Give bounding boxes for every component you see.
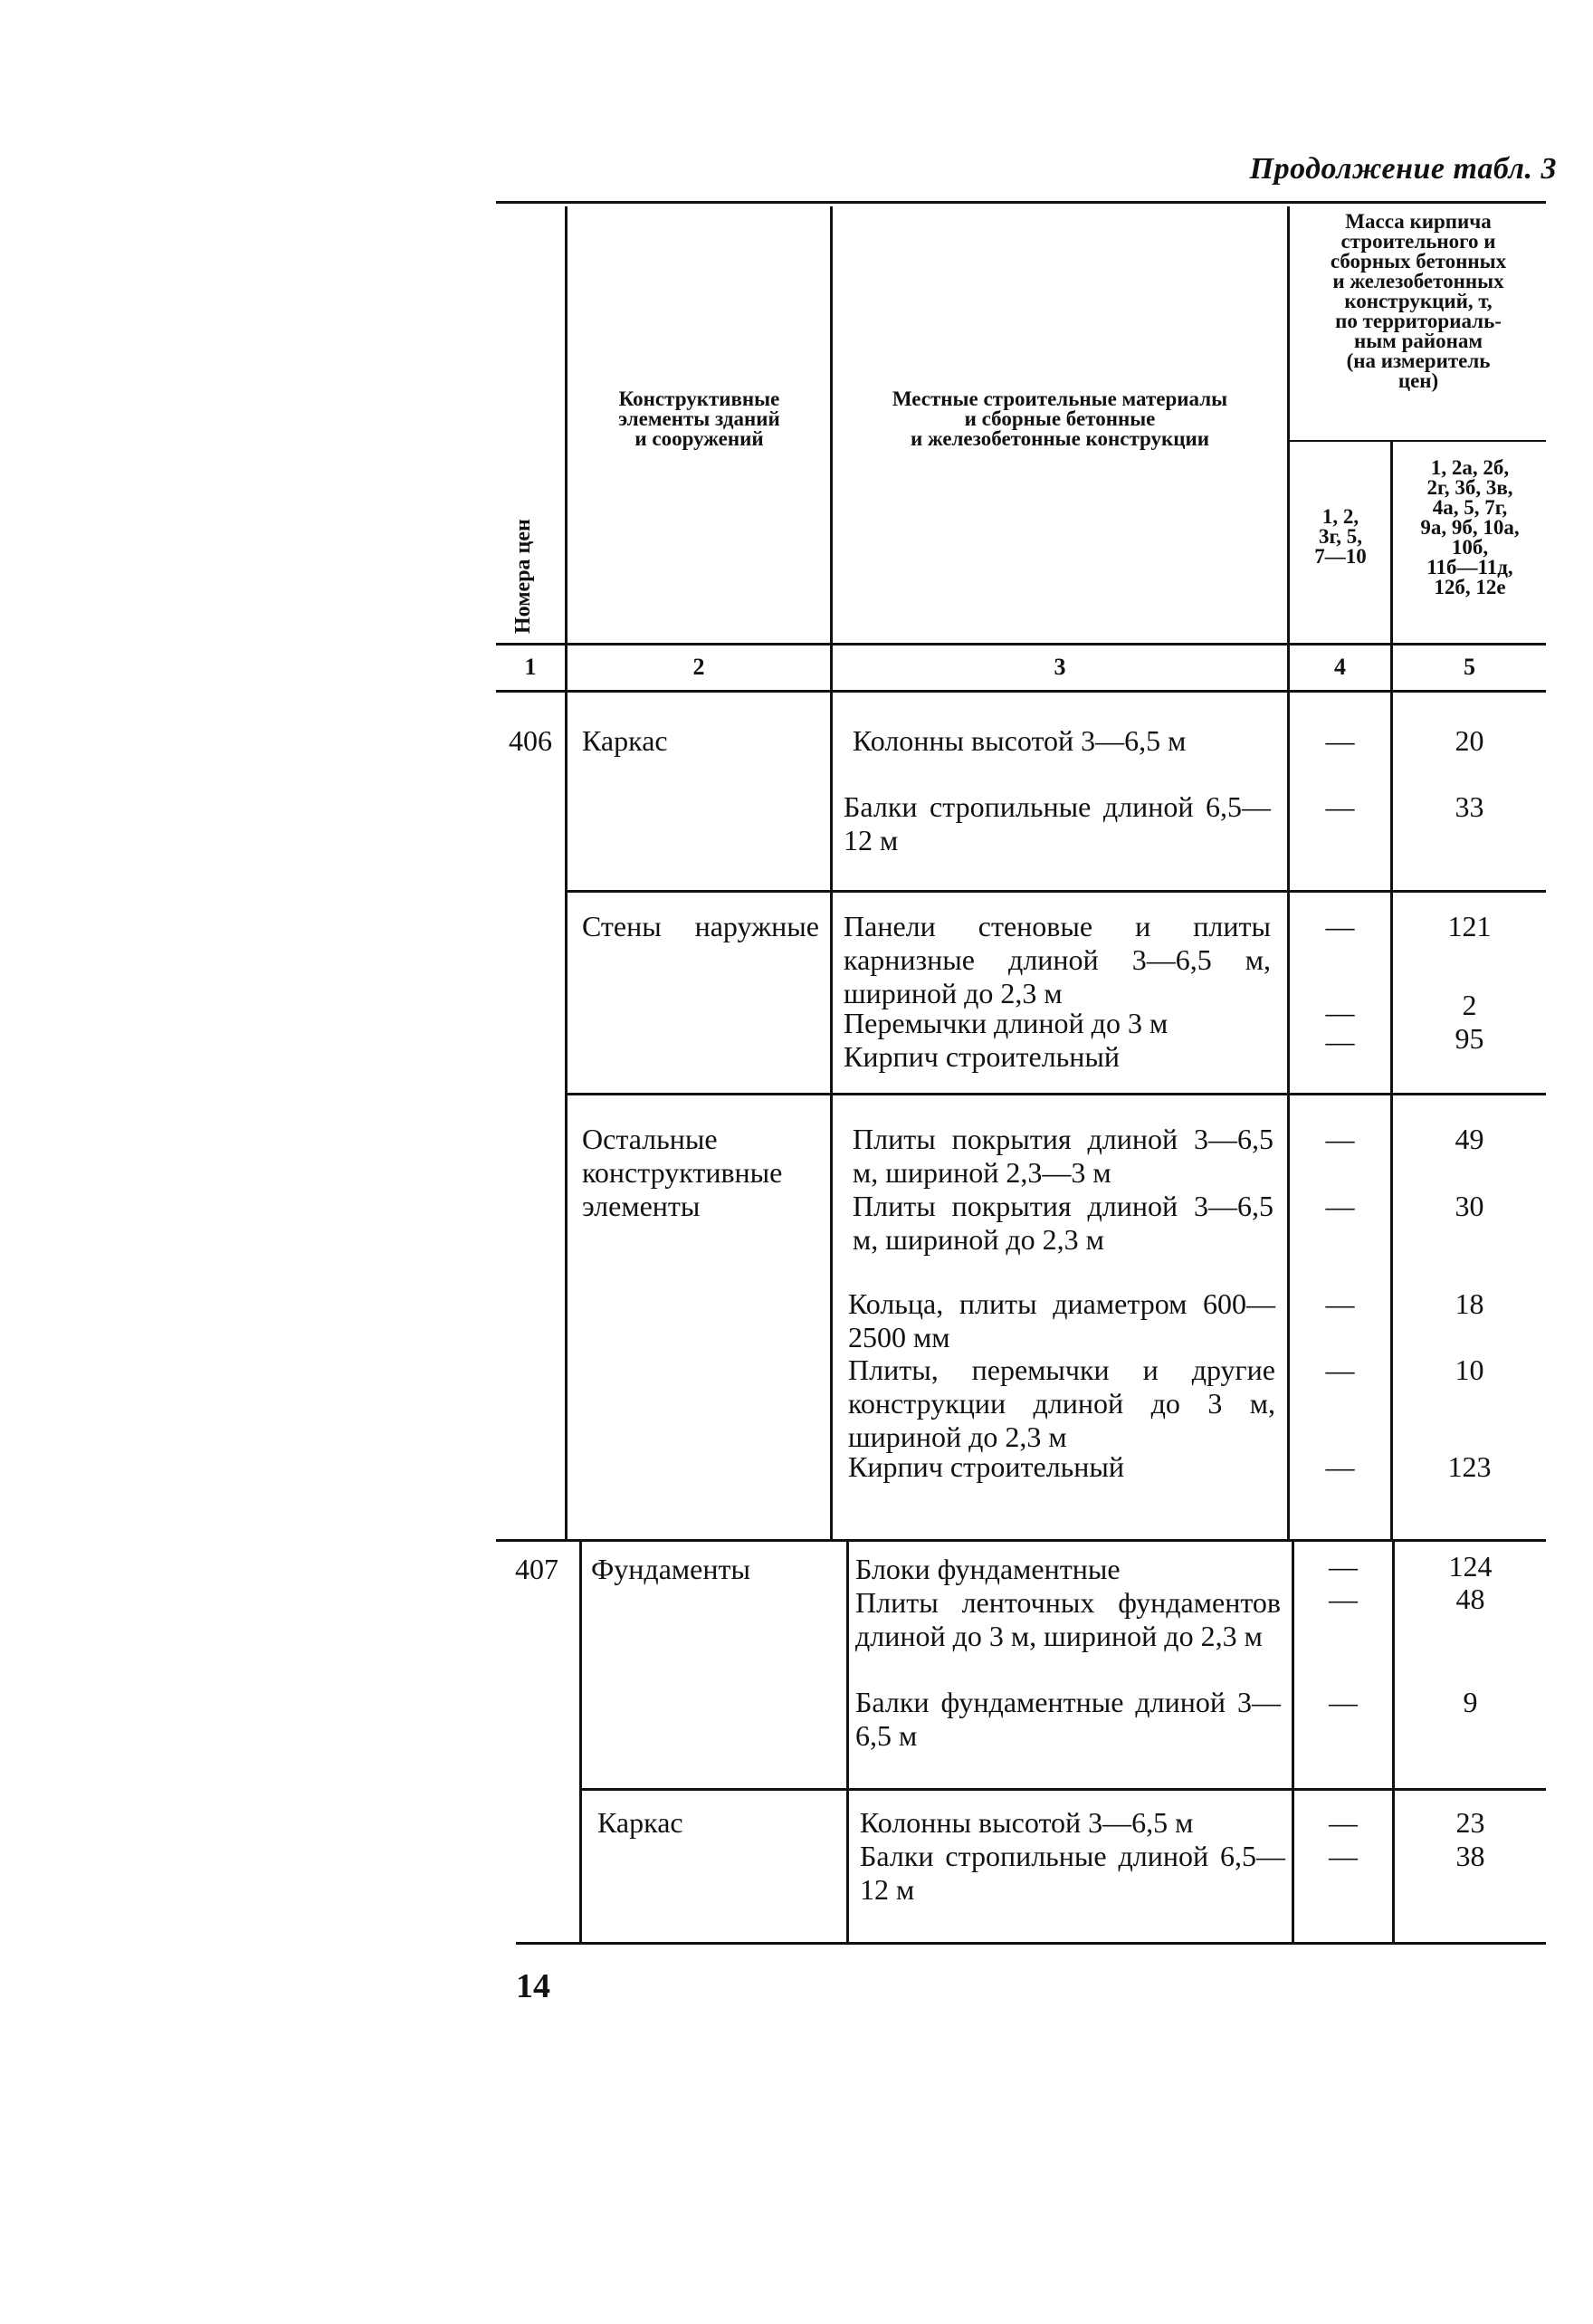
header-col5-line: 10б, (1451, 536, 1489, 559)
header-col1-label: Номера цен (511, 519, 535, 634)
value-col5: 23 (1455, 1806, 1485, 1839)
value-col5: 9 (1463, 1686, 1478, 1718)
value-col5: 38 (1455, 1840, 1485, 1872)
material-row: Панели стеновые и плиты карнизные длиной 3—6,5 м, шириной до 2,3 м (844, 910, 1271, 1009)
value-col4: — (1329, 1550, 1358, 1583)
header-col4-line: 3г, 5, (1318, 525, 1363, 548)
header-col45-line: ным районам (1353, 330, 1483, 352)
row-sep-3 (496, 1539, 1546, 1542)
value-col5: 95 (1455, 1022, 1484, 1055)
header-col3-label (835, 389, 1285, 449)
price-number-407: 407 (515, 1553, 558, 1585)
header-col5-line: 12б, 12е (1434, 576, 1506, 598)
value-col4: — (1329, 1686, 1358, 1718)
value-col5: 48 (1455, 1583, 1485, 1615)
element-other-text: Остальные конструктивные элементы (582, 1123, 783, 1222)
header-col5-line: 11б—11д, (1426, 556, 1513, 579)
value-col4: — (1329, 1840, 1358, 1872)
value-col4: — (1325, 996, 1355, 1028)
header-bottom-rule (496, 643, 1546, 646)
material-row: Блоки фундаментные (855, 1553, 1121, 1585)
col-border-1 (565, 206, 568, 1542)
element-frame-406: Каркас (582, 724, 668, 757)
header-col4-line: 1, 2, (1321, 505, 1359, 528)
header-col5-label (1394, 458, 1546, 598)
header-col45-line: конструкций, т, (1344, 290, 1493, 312)
material-row: Балки стропильные длиной 6,5—12 м (860, 1840, 1285, 1906)
header-split-rule (1290, 440, 1546, 442)
header-col5-line: 1, 2а, 2б, (1430, 456, 1510, 479)
header-col2-line: и сооружений (634, 427, 764, 450)
value-col4: — (1325, 910, 1355, 942)
col-number-1: 1 (524, 654, 537, 680)
element-walls-text: Стены наружные (582, 910, 819, 942)
value-col4: — (1329, 1806, 1358, 1839)
value-col4: — (1325, 790, 1355, 823)
header-col2-line: элементы зданий (618, 407, 780, 430)
header-col2-label (570, 389, 828, 449)
header-col3-line: и железобетонные конструкции (910, 427, 1210, 450)
header-col2-line: Конструктивные (618, 387, 780, 410)
row-sep-2 (566, 1093, 1546, 1095)
material-row: Плиты, перемычки и другие конструкции длиной до 3 м, шириной до 2,3 м (848, 1353, 1275, 1453)
header-col45-line: Масса кирпича (1345, 210, 1492, 233)
col-border-3 (1287, 206, 1290, 1542)
header-col3-line: и сборные бетонные (964, 407, 1156, 430)
header-col45-line: (на измеритель (1346, 349, 1491, 372)
value-col5: 123 (1447, 1450, 1492, 1483)
material-row: Балки фундаментные длиной 3—6,5 м (855, 1686, 1281, 1752)
element-frame-407: Каркас (597, 1806, 683, 1839)
element-other-406 (582, 1123, 822, 1223)
header-col3-line: Местные строительные материалы (892, 387, 1228, 410)
col-number-4: 4 (1334, 654, 1346, 680)
value-col4: — (1325, 724, 1355, 757)
value-col4: — (1325, 1190, 1355, 1222)
header-col5-line: 4а, 5, 7г, (1432, 496, 1508, 519)
header-col45-line: строительного и (1340, 230, 1496, 253)
material-row: Кирпич строительный (848, 1450, 1125, 1483)
table-top-rule (496, 201, 1546, 204)
col-number-2: 2 (692, 654, 705, 680)
page-number: 14 (516, 1967, 550, 2005)
material-row: Колонны высотой 3—6,5 м (860, 1806, 1194, 1839)
value-col4: — (1325, 1123, 1355, 1155)
col-border-2 (830, 206, 833, 1542)
header-col4-line: 7—10 (1314, 545, 1367, 568)
col-border-2b (846, 1542, 849, 1945)
material-row: Кольца, плиты диаметром 600—2500 мм (848, 1287, 1275, 1353)
value-col4: — (1325, 1353, 1355, 1386)
value-col5: 18 (1455, 1287, 1484, 1320)
material-row: Балки стропильные длиной 6,5—12 м (844, 790, 1271, 856)
value-col5: 121 (1447, 910, 1492, 942)
header-col45-line: по территориаль- (1335, 310, 1502, 332)
table-caption: Продолжение табл. 3 (1249, 152, 1557, 186)
col-border-1b (579, 1542, 582, 1945)
material-row: Перемычки длиной до 3 м (844, 1007, 1169, 1039)
header-col45-line: и железобетонных (1332, 270, 1504, 292)
value-col5: 20 (1455, 724, 1484, 757)
header-col45-label (1291, 212, 1546, 391)
header-col45-line: цен) (1397, 369, 1439, 392)
row-sep-4 (579, 1788, 1546, 1791)
col-number-3: 3 (1054, 654, 1066, 680)
material-row: Кирпич строительный (844, 1040, 1121, 1073)
value-col4: — (1325, 1450, 1355, 1483)
value-col4: — (1325, 1025, 1355, 1057)
header-col5-line: 9а, 9б, 10а, (1420, 516, 1520, 539)
price-number-406: 406 (509, 724, 552, 757)
row-sep-1 (566, 890, 1546, 893)
value-col5: 49 (1455, 1123, 1484, 1155)
value-col5: 2 (1462, 989, 1477, 1021)
header-col5-line: 2г, 3б, 3в, (1426, 476, 1513, 499)
value-col5: 30 (1455, 1190, 1484, 1222)
value-col4: — (1325, 1287, 1355, 1320)
header-col4-label (1291, 507, 1390, 567)
value-col5: 33 (1455, 790, 1484, 823)
material-row: Плиты покрытия длиной 3—6,5 м, шириной 2,3—3 м (853, 1123, 1273, 1189)
colnum-bottom-rule (496, 690, 1546, 693)
value-col5: 10 (1455, 1353, 1484, 1386)
element-foundations-407: Фундаменты (591, 1553, 750, 1585)
material-row: Плиты покрытия длиной 3—6,5 м, шириной до 2,3 м (853, 1190, 1273, 1256)
material-row: Колонны высотой 3—6,5 м (853, 724, 1187, 757)
element-walls-406 (582, 910, 819, 943)
material-row: Плиты ленточных фундаментов длиной до 3 м, шириной до 2,3 м (855, 1586, 1281, 1652)
value-col5: 124 (1448, 1550, 1493, 1583)
element-walls-line (582, 910, 819, 943)
col-number-5: 5 (1464, 654, 1475, 680)
value-col4: — (1329, 1583, 1358, 1615)
header-col45-line: сборных бетонных (1330, 250, 1507, 273)
